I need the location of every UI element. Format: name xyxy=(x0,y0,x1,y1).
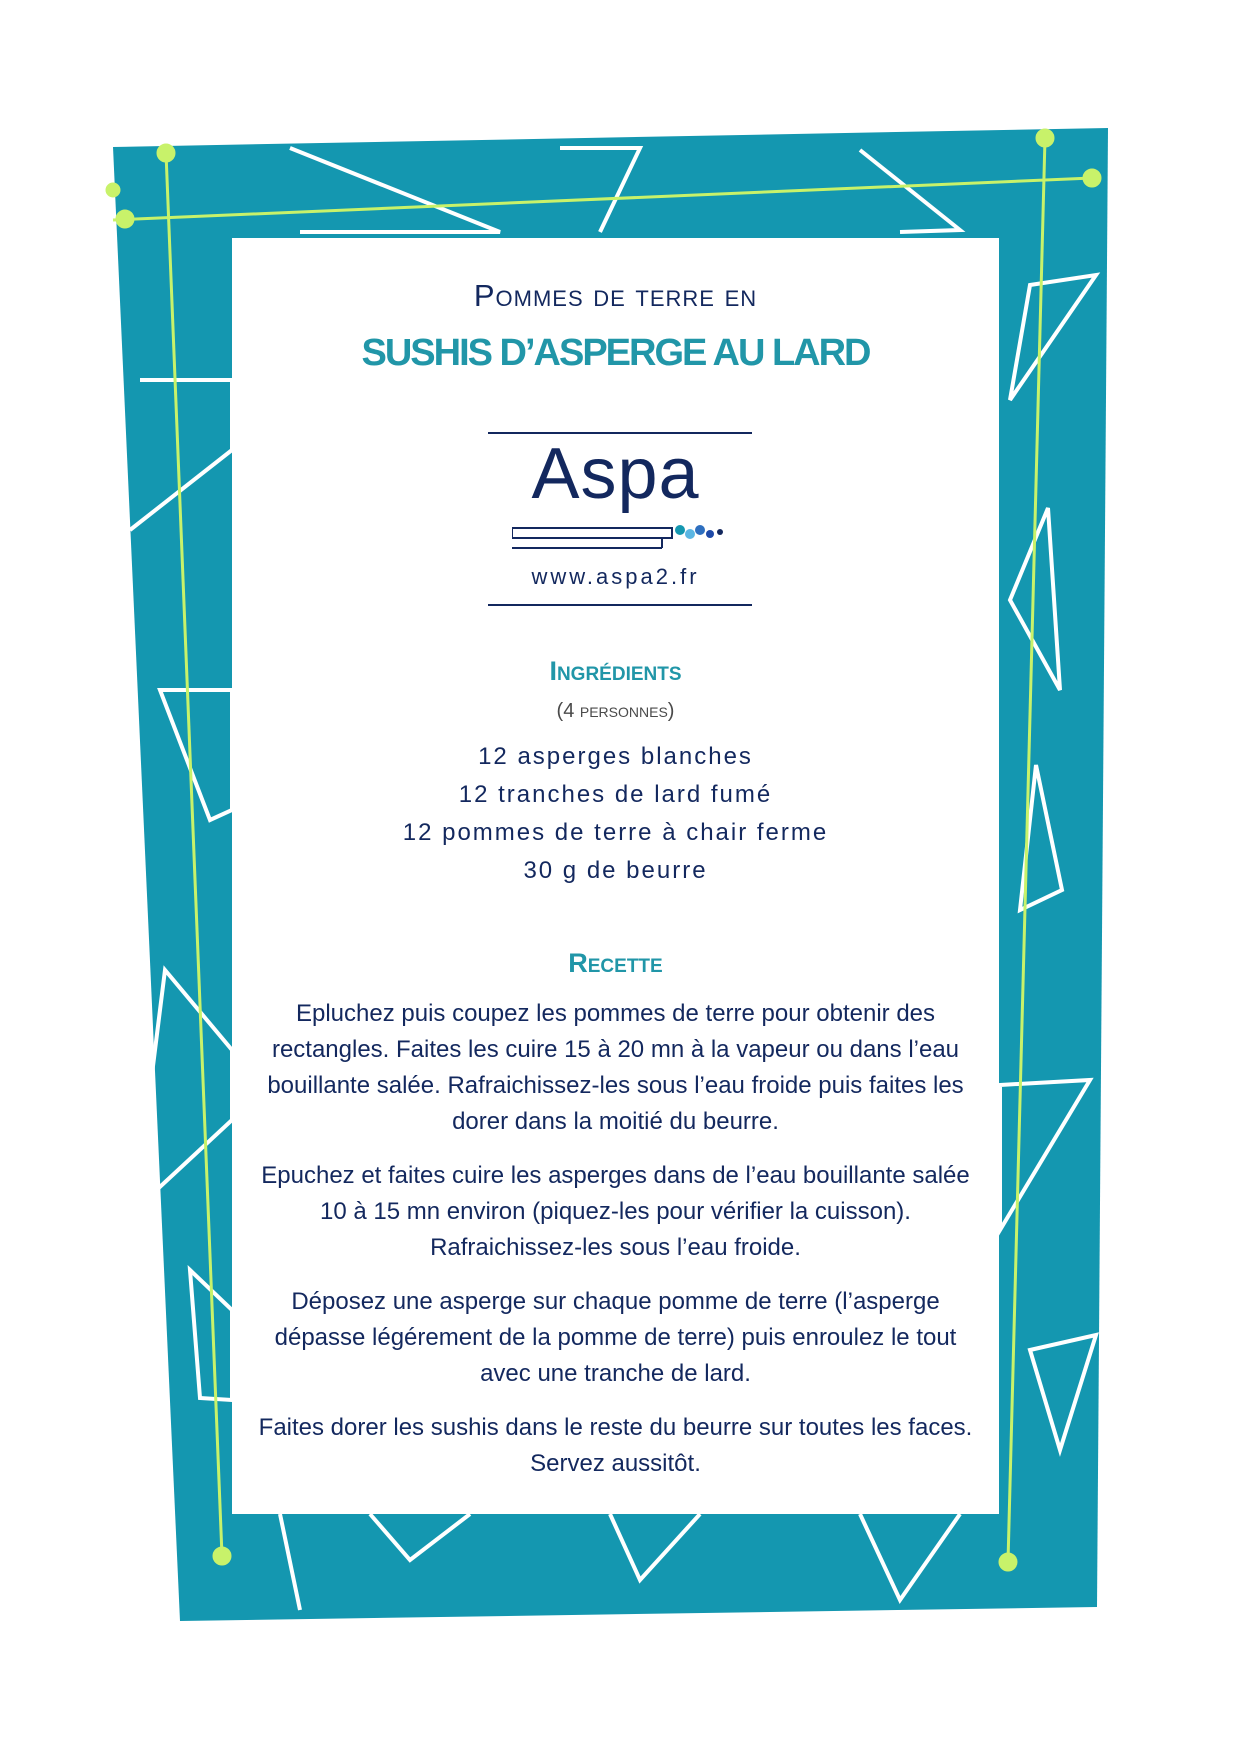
recipe-step: Epluchez puis coupez les pommes de terre pour obtenir des rectangles. Faites les cuire 15 à 20 mn à la vapeur ou dans l’eau bouillante salée. Rafraichissez-les sous l’eau froide puis faites les dorer dans la moitié du beurre. xyxy=(267,1000,964,1135)
recipe-title: SUSHIS D’ASPERGE AU LARD xyxy=(361,332,870,374)
recipe-steps xyxy=(256,996,975,1500)
recipe-step: Epuchez et faites cuire les asperges dans de l’eau bouillante salée 10 à 15 mn environ (piquez-les pour vérifier la cuisson). Rafraichissez-les sous l’eau froide. xyxy=(261,1162,970,1261)
recipe-card xyxy=(232,238,999,1514)
ingredient-item: 12 tranches de lard fumé xyxy=(458,781,773,808)
logo-wordmark: Aspa xyxy=(531,434,700,514)
recipe-step: Faites dorer les sushis dans le reste du beurre sur toutes les faces. Servez aussitôt. xyxy=(258,1414,973,1477)
ingredient-item: 12 pommes de terre à chair ferme xyxy=(402,819,829,846)
recipe-kicker: Pommes de terre en xyxy=(473,278,758,313)
ingredients-servings: (4 personnes) xyxy=(556,700,675,722)
ingredient-item: 12 asperges blanches xyxy=(478,743,753,770)
ingredients-title: Ingrédients xyxy=(549,656,682,686)
recipe-steps-title: Recette xyxy=(568,948,663,978)
logo-bottom-rule xyxy=(488,604,752,606)
recipe-step: Déposez une asperge sur chaque pomme de terre (l’asperge dépasse légérement de la pomme de terre) puis enroulez le tout avec une tranche de lard. xyxy=(274,1288,957,1387)
logo-url: www.aspa2.fr xyxy=(531,564,700,589)
ingredient-item: 30 g de beurre xyxy=(523,857,708,884)
ingredients-list xyxy=(232,738,999,890)
asparagus-icon xyxy=(512,520,732,550)
